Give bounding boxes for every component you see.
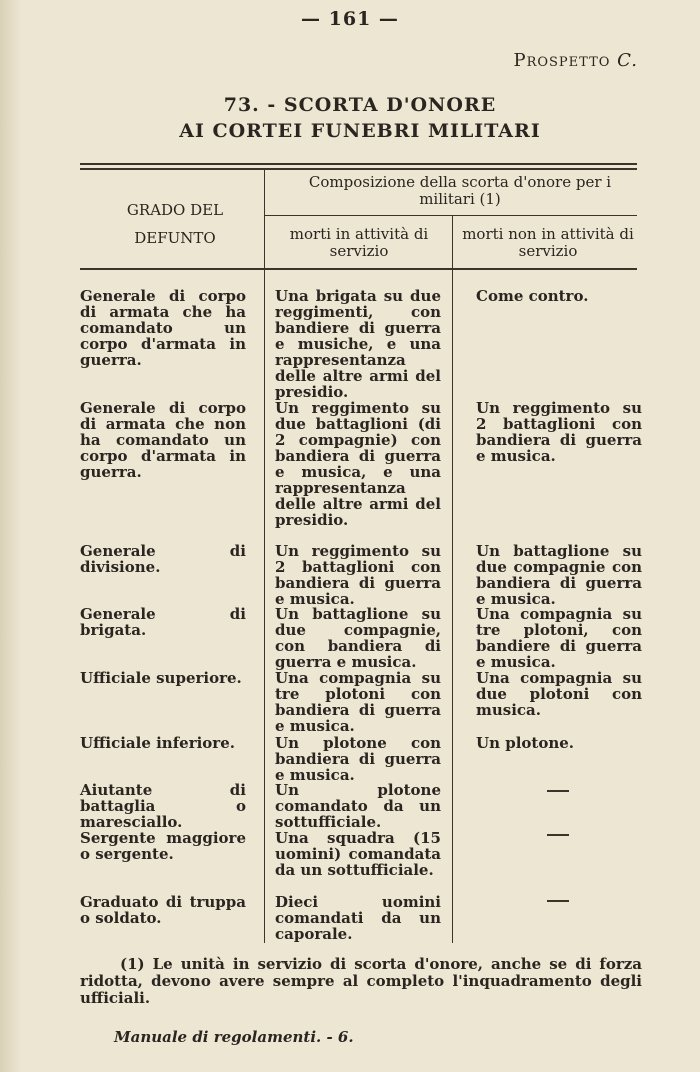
header-composizione: Composizione della scorta d'onore per i militari (1) xyxy=(308,173,612,208)
section-title xyxy=(0,92,700,144)
table-row-9-attivita: Dieci uomini comandati da un caporale. xyxy=(275,893,441,943)
table-row-3-grado: Generale di divisione. xyxy=(80,542,246,576)
table-row-9-non-attivita-dash xyxy=(547,900,569,902)
footnote: (1) Le unità in servizio di scorta d'onore, anche se di forza ridotta, devono avere sempre al completo l'inquadramento degli ufficiali. xyxy=(80,955,642,1007)
column-divider-1 xyxy=(264,170,265,943)
table-row-2-grado: Generale di corpo di armata che non ha comandato un corpo d'armata in guerra. xyxy=(80,399,246,481)
prospetto-word: Prospetto xyxy=(513,50,611,71)
table-row-3-attivita: Un reggimento su 2 battaglioni con bandiera di guerra e musica. xyxy=(275,542,441,608)
table-row-7-attivita: Un plotone comandato da un sottufficiale. xyxy=(275,781,441,831)
header-non-attivita: morti non in attività di servizio xyxy=(462,225,634,260)
page-spine-shadow xyxy=(0,0,22,1072)
prospetto-letter: C. xyxy=(617,50,638,71)
table-row-3-non-attivita: Un battaglione su due compagnie con bandiera di guerra e musica. xyxy=(476,542,642,608)
table-row-1-attivita: Una brigata su due reggimenti, con bandiere di guerra e musiche, e una rappresentanza delle altre armi del presidio. xyxy=(275,287,441,401)
table-row-5-non-attivita: Una compagnia su due plotoni con musica. xyxy=(476,669,642,719)
table-row-8-attivita: Una squadra (15 uomini) comandata da un sottufficiale. xyxy=(275,829,441,879)
table-row-7-grado: Aiutante di battaglia o maresciallo. xyxy=(80,781,246,831)
table-row-9-grado: Graduato di truppa o soldato. xyxy=(80,893,246,927)
table-row-4-attivita: Un battaglione su due compagnie, con bandiera di guerra e musica. xyxy=(275,605,441,671)
header-in-attivita: morti in attività di servizio xyxy=(289,225,429,260)
header-grado: GRADO DEL DEFUNTO xyxy=(126,201,224,247)
table-row-5-attivita: Una compagnia su tre plotoni con bandiera di guerra e musica. xyxy=(275,669,441,735)
column-divider-2 xyxy=(452,216,453,943)
table-row-1-non-attivita: Come contro. xyxy=(476,287,589,305)
header-sub-rule xyxy=(265,215,637,216)
table-row-8-non-attivita-dash xyxy=(547,834,569,836)
table-row-2-non-attivita: Un reggimento su 2 battaglioni con bandiera di guerra e musica. xyxy=(476,399,642,465)
table-row-8-grado: Sergente maggiore o sergente. xyxy=(80,829,246,863)
table-row-5-grado: Ufficiale superiore. xyxy=(80,669,242,687)
prospetto-label xyxy=(513,50,638,71)
table-row-4-non-attivita: Una compagnia su tre plotoni, con bandiere di guerra e musica. xyxy=(476,605,642,671)
table-row-7-non-attivita-dash xyxy=(547,790,569,792)
table-row-6-non-attivita: Un plotone. xyxy=(476,734,575,752)
table-row-4-grado: Generale di brigata. xyxy=(80,605,246,639)
table-top-rule-1 xyxy=(80,163,637,165)
footer-manual-reference: Manuale di regolamenti. - 6. xyxy=(114,1028,354,1046)
section-title-line1: 73. - SCORTA D'ONORE xyxy=(223,94,497,116)
header-bottom-rule xyxy=(80,268,637,270)
section-title-line2: AI CORTEI FUNEBRI MILITARI xyxy=(179,120,541,142)
table-row-6-grado: Ufficiale inferiore. xyxy=(80,734,235,752)
table-row-1-grado: Generale di corpo di armata che ha comandato un corpo d'armata in guerra. xyxy=(80,287,246,369)
table-top-rule-2 xyxy=(80,168,637,170)
table-row-2-attivita: Un reggimento su due battaglioni (di 2 compagnie) con bandiera di guerra e musica, e una rappresentanza delle altre armi del presidio. xyxy=(275,399,441,529)
page-number: — 161 — xyxy=(301,8,399,30)
table-row-6-attivita: Un plotone con bandiera di guerra e musica. xyxy=(275,734,441,784)
